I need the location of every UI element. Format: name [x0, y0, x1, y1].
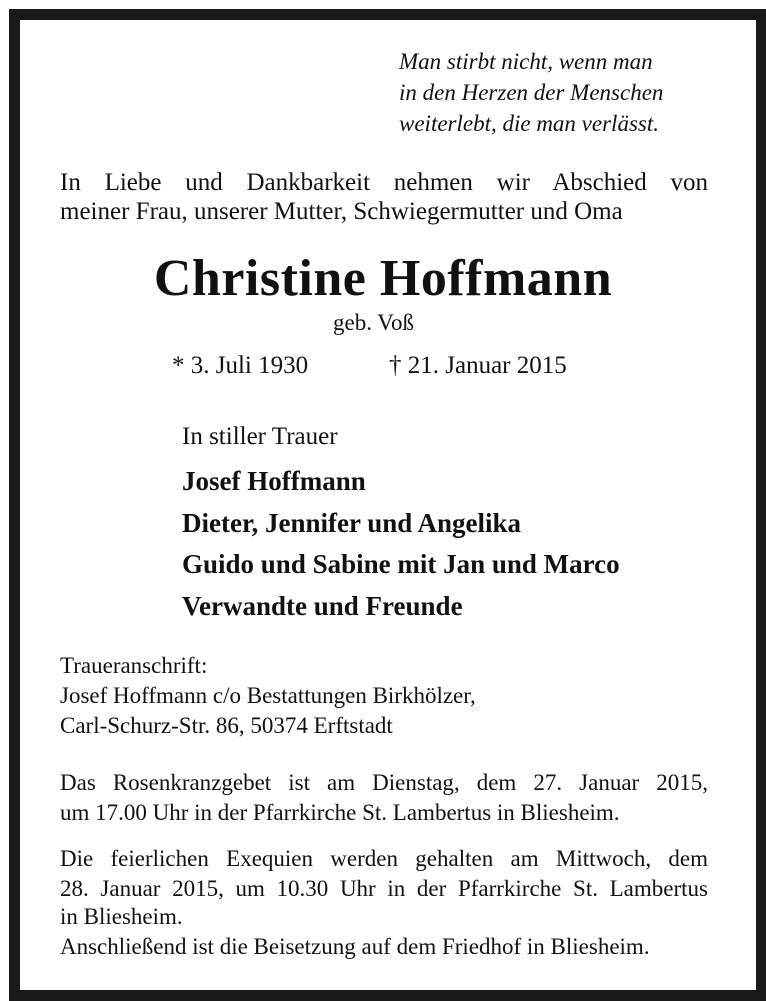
funeral-line-2: 28. Januar 2015, um 10.30 Uhr in der Pfarrkirche St. Lambertus	[60, 876, 708, 901]
intro-line-2: meiner Frau, unserer Mutter, Schwiegermutter und Oma	[60, 198, 623, 225]
birth-date: * 3. Juli 1930	[172, 352, 309, 379]
death-date: † 21. Januar 2015	[389, 352, 567, 379]
address-label: Traueranschrift:	[60, 653, 208, 678]
funeral-line-4: Anschließend ist die Beisetzung auf dem Friedhof in Bliesheim.	[60, 934, 650, 959]
funeral-line-1: Die feierlichen Exequien werden gehalten am Mittwoch, dem	[60, 846, 708, 871]
mourner-name: Josef Hoffmann	[182, 466, 366, 496]
address-line-1: Josef Hoffmann c/o Bestattungen Birkhölzer,	[60, 683, 476, 708]
mourner-name: Dieter, Jennifer und Angelika	[182, 508, 522, 538]
rosary-line-1: Das Rosenkranzgebet ist am Dienstag, dem 27. Januar 2015,	[60, 770, 708, 795]
deceased-name: Christine Hoffmann	[153, 250, 613, 307]
address-line-2: Carl-Schurz-Str. 86, 50374 Erftstadt	[60, 713, 393, 738]
motto-line-2: in den Herzen der Menschen	[399, 80, 664, 105]
intro-line-1: In Liebe und Dankbarkeit nehmen wir Abschied von	[60, 169, 708, 196]
motto-line-3: weiterlebt, die man verlässt.	[399, 111, 659, 136]
motto-line-1: Man stirbt nicht, wenn man	[399, 49, 653, 74]
birth-name: geb. Voß	[333, 310, 414, 335]
funeral-line-3: in Bliesheim.	[60, 904, 183, 929]
mourning-heading: In stiller Trauer	[182, 423, 338, 450]
rosary-line-2: um 17.00 Uhr in der Pfarrkirche St. Lambertus in Bliesheim.	[60, 800, 620, 825]
mourner-name: Guido und Sabine mit Jan und Marco	[182, 549, 620, 579]
mourner-name: Verwandte und Freunde	[182, 591, 463, 621]
